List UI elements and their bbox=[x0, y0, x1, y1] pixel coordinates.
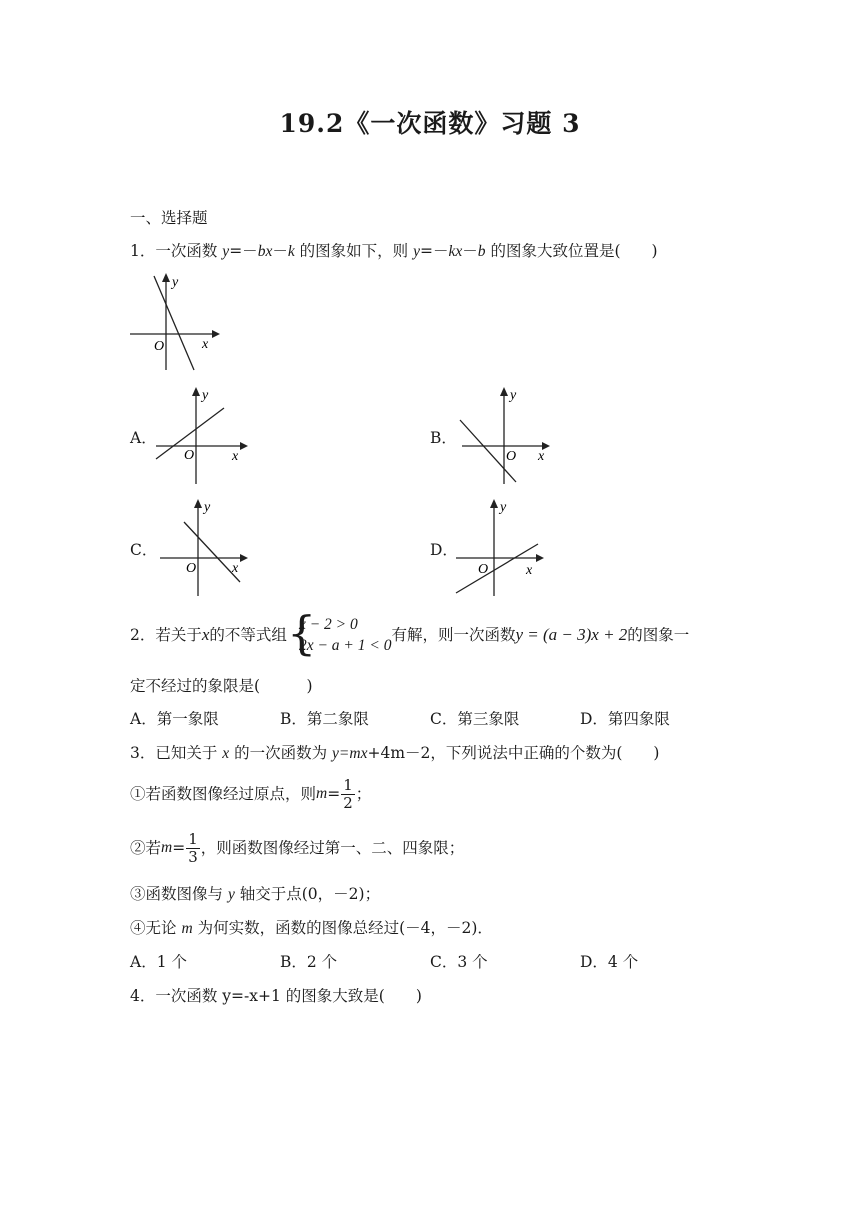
statement-1: ①若函数图像经过原点，则 m = $\frac{1}{2}$ ； bbox=[130, 775, 372, 812]
origin-label: O bbox=[186, 561, 197, 576]
statement-2: ②若 m = $\frac{1}{3}$ ，则函数图像经过第一、二、四象限； bbox=[130, 829, 465, 866]
section-heading: 一、选择题 bbox=[130, 209, 208, 227]
option-a-graph bbox=[150, 384, 250, 486]
question-1: 1．一次函数 y=－bx－k 的图象如下，则 y=－kx－b 的图象大致位置是( ) bbox=[130, 242, 658, 260]
q3-option-c: C．3 个 bbox=[430, 953, 488, 971]
axis-x-label: x bbox=[202, 337, 209, 352]
q1-given-graph bbox=[126, 268, 226, 374]
axis-y-label: y bbox=[204, 500, 211, 515]
q2-option-a: A．第一象限 bbox=[130, 710, 219, 728]
axis-y-label: y bbox=[500, 500, 507, 515]
origin-label: O bbox=[506, 449, 517, 464]
statement-4: ④无论 m 为何实数，函数的图像总经过(－4，－2)． bbox=[130, 919, 493, 937]
q2-option-d: D．第四象限 bbox=[580, 710, 670, 728]
axis-x-label: x bbox=[526, 563, 533, 578]
origin-label: O bbox=[184, 448, 195, 463]
option-d-label: D． bbox=[430, 541, 458, 559]
question-4: 4．一次函数 y=-x+1 的图象大致是( ) bbox=[130, 987, 422, 1005]
axis-x-label: x bbox=[232, 561, 239, 576]
option-b-label: B． bbox=[430, 429, 457, 447]
question-3: 3．已知关于 x 的一次函数为 y=mx+4m－2，下列说法中正确的个数为( ) bbox=[130, 744, 660, 762]
axis-x-label: x bbox=[232, 449, 239, 464]
origin-label: O bbox=[154, 339, 165, 354]
q3-option-a: A．1 个 bbox=[130, 953, 187, 971]
axis-y-label: y bbox=[172, 275, 179, 290]
option-a-label: A． bbox=[130, 429, 157, 447]
axis-y-label: y bbox=[510, 388, 517, 403]
statement-3: ③函数图像与 y 轴交于点(0，－2)； bbox=[130, 885, 381, 903]
axis-y-label: y bbox=[202, 388, 209, 403]
q2-option-b: B．第二象限 bbox=[280, 710, 369, 728]
q2-option-c: C．第三象限 bbox=[430, 710, 520, 728]
question-2-line2: 定不经过的象限是( ) bbox=[130, 677, 313, 695]
question-2: 2．若关于 x 的不等式组 { x − 2 > 0 2x − a + 1 < 0 有解，则一次函数 y = (a − 3)x + 2 的图象一 bbox=[130, 606, 690, 660]
option-c-graph bbox=[154, 496, 254, 598]
option-c-label: C． bbox=[130, 541, 158, 559]
q3-option-b: B．2 个 bbox=[280, 953, 338, 971]
inequality-system: { x − 2 > 0 2x − a + 1 < 0 bbox=[286, 606, 392, 660]
option-d-graph bbox=[452, 496, 556, 598]
axis-x-label: x bbox=[538, 449, 545, 464]
q3-option-d: D．4 个 bbox=[580, 953, 639, 971]
origin-label: O bbox=[478, 562, 489, 577]
page-title: 19.2《一次函数》习题 3 bbox=[279, 109, 581, 138]
option-b-graph bbox=[452, 384, 556, 486]
